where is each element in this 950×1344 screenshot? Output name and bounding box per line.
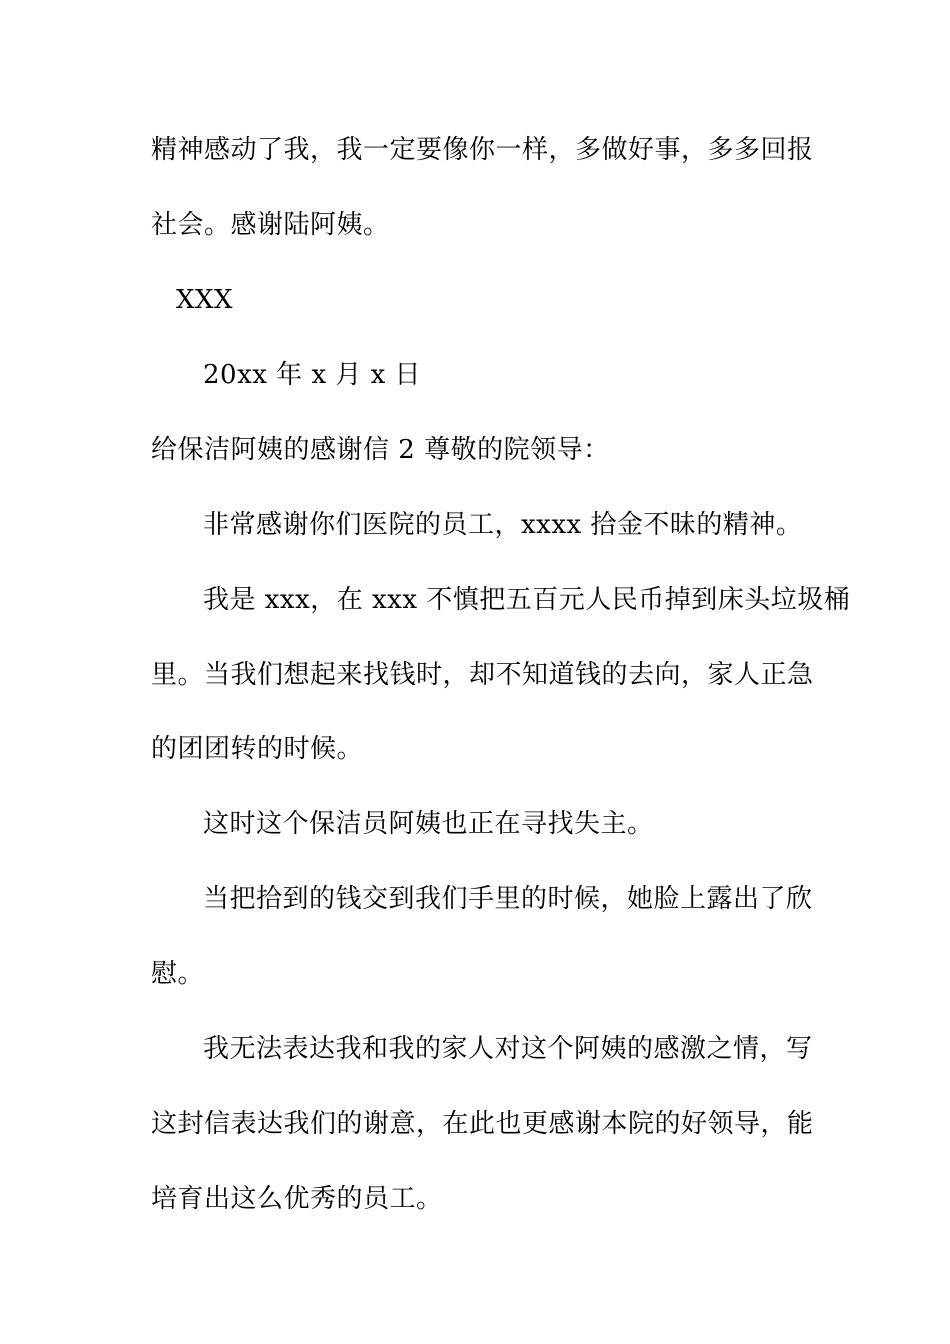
text-line: 非常感谢你们医院的员工，xxxx 拾金不昧的精神。 <box>203 510 803 540</box>
letter-heading: 给保洁阿姨的感谢信 2 尊敬的院领导： <box>151 435 610 465</box>
text-line: 我无法表达我和我的家人对这个阿姨的感激之情，写 <box>203 1034 813 1064</box>
text-line: 培育出这么优秀的员工。 <box>151 1184 443 1214</box>
text-line: 里。当我们想起来找钱时，却不知道钱的去向，家人正急 <box>151 660 814 690</box>
signature: XXX <box>176 285 234 315</box>
text-line: 精神感动了我，我一定要像你一样，多做好事，多多回报 <box>151 135 814 165</box>
text-line: 的团团转的时候。 <box>151 734 364 764</box>
date-line: 20xx 年 x 月 x 日 <box>203 360 422 390</box>
text-line: 这封信表达我们的谢意，在此也更感谢本院的好领导，能 <box>151 1109 814 1139</box>
text-line: 这时这个保洁员阿姨也正在寻找失主。 <box>203 809 654 839</box>
text-line: 社会。感谢陆阿姨。 <box>151 210 390 240</box>
text-line: 我是 xxx，在 xxx 不慎把五百元人民币掉到床头垃圾桶 <box>203 585 851 615</box>
text-line: 慰。 <box>151 959 205 989</box>
text-line: 当把拾到的钱交到我们手里的时候，她脸上露出了欣 <box>203 884 813 914</box>
